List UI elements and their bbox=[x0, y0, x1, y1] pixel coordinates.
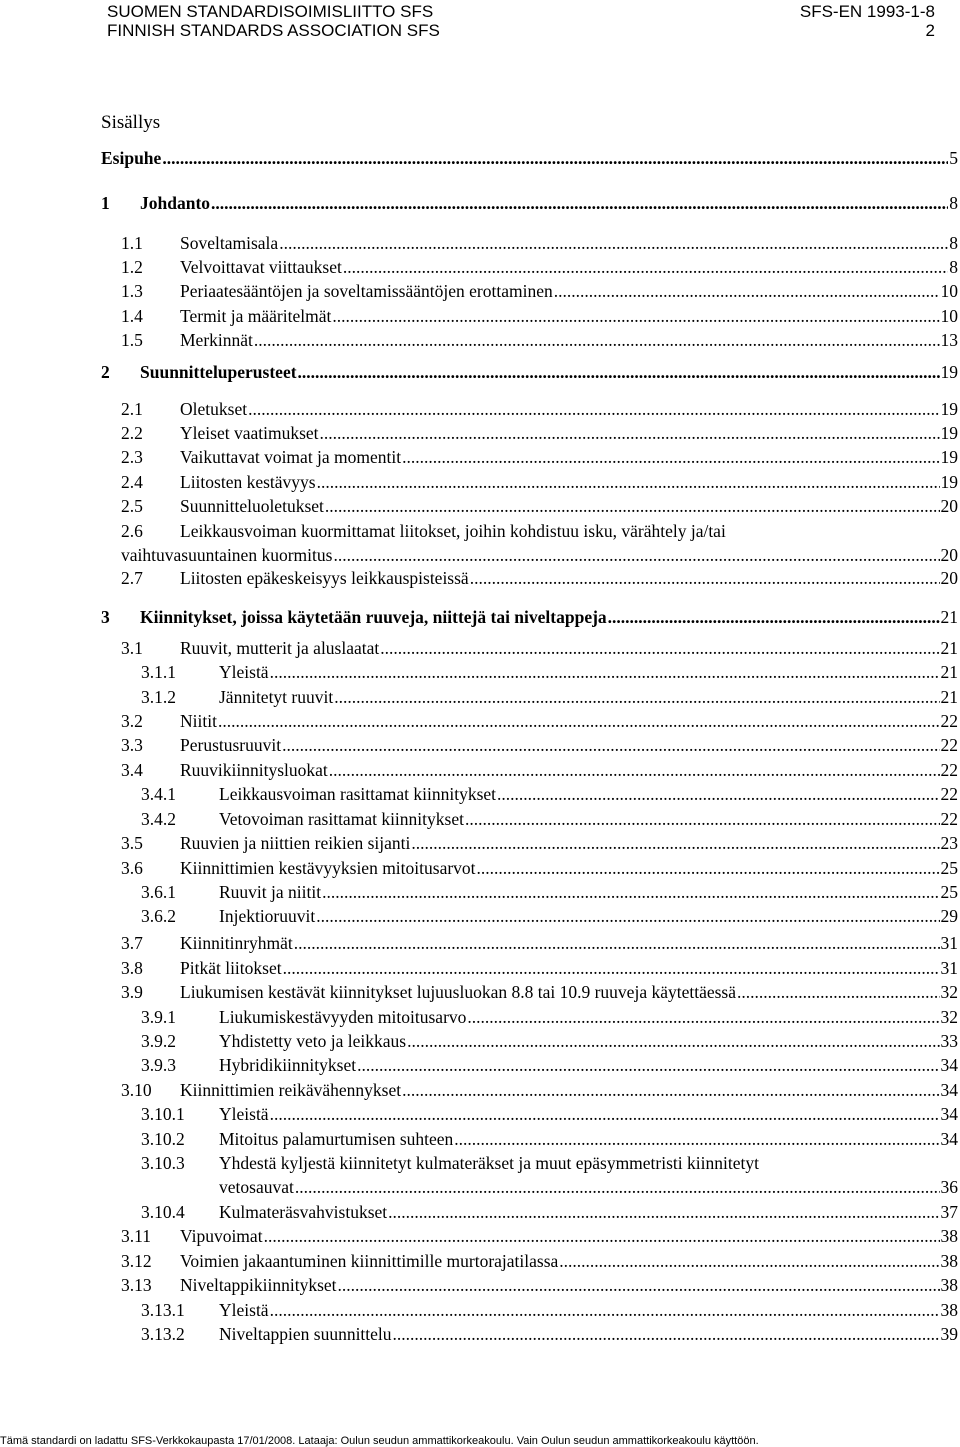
toc-dot-leader bbox=[554, 280, 940, 302]
toc-dot-leader bbox=[248, 398, 939, 420]
toc-entry-page: 21 bbox=[940, 607, 958, 627]
toc-entry-title: Yhdistetty veto ja leikkaus bbox=[219, 1031, 407, 1051]
toc-entry-number: 3.4.1 bbox=[141, 784, 176, 804]
toc-entry-title: Soveltamisala bbox=[180, 233, 279, 253]
toc-entry-title: Esipuhe bbox=[101, 148, 162, 168]
toc-entry-title: Suunnitteluoletukset bbox=[180, 496, 324, 516]
toc-entry[interactable] bbox=[0, 256, 960, 278]
toc-entry[interactable] bbox=[0, 147, 960, 169]
toc-entry-page: 34 bbox=[940, 1104, 958, 1124]
toc-entry[interactable] bbox=[0, 808, 960, 830]
toc-entry-number: 3.13.2 bbox=[141, 1324, 185, 1344]
toc-entry[interactable] bbox=[0, 710, 960, 732]
toc-entry-page: 8 bbox=[949, 193, 958, 213]
toc-entry[interactable] bbox=[0, 1006, 960, 1028]
toc-entry-number: 2.6 bbox=[121, 521, 143, 541]
toc-entry-number: 1.4 bbox=[121, 306, 143, 326]
toc-entry-page: 25 bbox=[940, 882, 958, 902]
toc-entry-number: 3.4.2 bbox=[141, 809, 176, 829]
toc-entry[interactable] bbox=[0, 957, 960, 979]
toc-dot-leader bbox=[465, 808, 940, 830]
toc-dot-leader bbox=[294, 932, 940, 954]
toc-dot-leader bbox=[380, 637, 939, 659]
toc-dot-leader bbox=[322, 881, 939, 903]
toc-dot-leader bbox=[283, 957, 940, 979]
toc-entry-page: 32 bbox=[940, 982, 958, 1002]
toc-entry-title: Leikkausvoiman rasittamat kiinnitykset bbox=[219, 784, 497, 804]
toc-entry[interactable] bbox=[0, 1225, 960, 1247]
toc-entry[interactable] bbox=[0, 637, 960, 659]
toc-entry-title: Yleistä bbox=[219, 1300, 269, 1320]
toc-entry-number: 2.5 bbox=[121, 496, 143, 516]
toc-entry-page: 21 bbox=[940, 662, 958, 682]
toc-entry-page: 8 bbox=[949, 233, 958, 253]
toc-entry-page: 37 bbox=[940, 1202, 958, 1222]
toc-entry-title: Merkinnät bbox=[180, 330, 253, 350]
toc-entry-title: Ruuvien ja niittien reikien sijanti bbox=[180, 833, 411, 853]
toc-entry-page: 22 bbox=[940, 735, 958, 755]
toc-entry[interactable] bbox=[0, 1054, 960, 1076]
toc-entry-page: 34 bbox=[940, 1080, 958, 1100]
header-doc-id: SFS-EN 1993-1-8 bbox=[799, 2, 935, 21]
toc-dot-leader bbox=[218, 710, 940, 732]
toc-entry-number: 3.10 bbox=[121, 1080, 152, 1100]
toc-entry[interactable] bbox=[0, 1201, 960, 1223]
toc-entry-page: 22 bbox=[940, 711, 958, 731]
toc-entry-page: 38 bbox=[940, 1251, 958, 1271]
header-org-fi: SUOMEN STANDARDISOIMISLIITTO SFS bbox=[107, 2, 434, 21]
toc-entry-page: 10 bbox=[940, 281, 958, 301]
toc-dot-leader bbox=[320, 422, 940, 444]
toc-dot-leader bbox=[295, 1176, 940, 1198]
toc-dot-leader bbox=[454, 1128, 939, 1150]
toc-entry[interactable] bbox=[0, 606, 960, 628]
toc-dot-leader bbox=[254, 329, 940, 351]
toc-dot-leader bbox=[279, 232, 948, 254]
toc-dot-leader bbox=[282, 734, 939, 756]
toc-entry-title: Perustusruuvit bbox=[180, 735, 282, 755]
toc-entry-page: 38 bbox=[940, 1226, 958, 1246]
toc-entry[interactable] bbox=[0, 759, 960, 781]
toc-entry-title: Periaatesääntöjen ja soveltamissääntöjen erottaminen bbox=[180, 281, 553, 301]
toc-dot-leader bbox=[211, 192, 948, 214]
header-org-en: FINNISH STANDARDS ASSOCIATION SFS bbox=[107, 21, 440, 40]
toc-entry-title: Vipuvoimat bbox=[180, 1226, 263, 1246]
toc-entry[interactable] bbox=[0, 446, 960, 468]
toc-entry-title: Ruuvikiinnitysluokat bbox=[180, 760, 328, 780]
toc-entry-title: Hybridikiinnitykset bbox=[219, 1055, 357, 1075]
toc-entry-number: 2.1 bbox=[121, 399, 143, 419]
toc-dot-leader bbox=[411, 832, 939, 854]
toc-dot-leader bbox=[559, 1250, 939, 1272]
toc-entry-page: 22 bbox=[940, 784, 958, 804]
toc-entry-number: 3.10.2 bbox=[141, 1129, 185, 1149]
toc-entry-page: 22 bbox=[940, 760, 958, 780]
toc-entry-number: 3.1.2 bbox=[141, 687, 176, 707]
toc-entry-page: 21 bbox=[940, 638, 958, 658]
toc-entry-number: 3.5 bbox=[121, 833, 143, 853]
toc-entry-page: 5 bbox=[949, 148, 958, 168]
toc-entry-title: Kiinnitykset, joissa käytetään ruuveja, niittejä tai niveltappeja bbox=[140, 607, 607, 627]
toc-entry-number: 1.5 bbox=[121, 330, 143, 350]
toc-entry-number: 3.9.3 bbox=[141, 1055, 176, 1075]
toc-entry-page: 38 bbox=[940, 1275, 958, 1295]
toc-entry[interactable] bbox=[0, 1152, 960, 1196]
toc-entry[interactable] bbox=[0, 567, 960, 589]
toc-entry-number: 3.4 bbox=[121, 760, 143, 780]
toc-entry[interactable] bbox=[0, 471, 960, 493]
toc-entry-page: 19 bbox=[940, 399, 958, 419]
toc-entry-page: 20 bbox=[940, 545, 958, 565]
toc-entry-page: 8 bbox=[949, 257, 958, 277]
toc-entry[interactable] bbox=[0, 361, 960, 383]
toc-entry-number: 2.4 bbox=[121, 472, 143, 492]
toc-dot-leader bbox=[402, 446, 939, 468]
toc-entry-number: 2.7 bbox=[121, 568, 143, 588]
toc-entry-title: vaihtuvasuuntainen kuormitus bbox=[121, 545, 333, 565]
toc-entry-title: Termit ja määritelmät bbox=[180, 306, 332, 326]
toc-entry-page: 32 bbox=[940, 1007, 958, 1027]
toc-entry-number: 3.10.4 bbox=[141, 1202, 185, 1222]
toc-entry[interactable] bbox=[0, 661, 960, 683]
toc-entry[interactable] bbox=[0, 422, 960, 444]
toc-entry-number: 3.8 bbox=[121, 958, 143, 978]
toc-entry-title: Suunnitteluperusteet bbox=[140, 362, 297, 382]
toc-dot-leader bbox=[357, 1054, 939, 1076]
toc-entry-page: 20 bbox=[940, 568, 958, 588]
toc-entry-page: 20 bbox=[940, 496, 958, 516]
toc-entry[interactable] bbox=[0, 1323, 960, 1345]
toc-dot-leader bbox=[333, 544, 939, 566]
toc-entry-number: 3.6 bbox=[121, 858, 143, 878]
toc-dot-leader bbox=[402, 1079, 939, 1101]
toc-dot-leader bbox=[270, 1299, 940, 1321]
toc-entry-title: Oletukset bbox=[180, 399, 248, 419]
toc-entry-number: 3.7 bbox=[121, 933, 143, 953]
toc-dot-leader bbox=[470, 567, 940, 589]
toc-entry-number: 3.1 bbox=[121, 638, 143, 658]
toc-entry-number: 3.9 bbox=[121, 982, 143, 1002]
toc-entry-title: Liukumiskestävyyden mitoitusarvo bbox=[219, 1007, 467, 1027]
toc-entry[interactable] bbox=[0, 1250, 960, 1272]
toc-entry-title: Velvoittavat viittaukset bbox=[180, 257, 342, 277]
toc-entry-title: Mitoitus palamurtumisen suhteen bbox=[219, 1129, 454, 1149]
download-footer: Tämä standardi on ladattu SFS-Verkkokaupasta 17/01/2008. Lataaja: Oulun seudun ammattikorkeakoulu. Vain Oulun seudun ammattikorkeakoulu käyttöön. bbox=[0, 1435, 759, 1447]
toc-entry-page: 19 bbox=[940, 472, 958, 492]
toc-title: Sisällys bbox=[101, 112, 161, 133]
toc-dot-leader bbox=[388, 1201, 939, 1223]
toc-dot-leader bbox=[270, 661, 940, 683]
toc-entry[interactable] bbox=[0, 857, 960, 879]
toc-entry-title: Pitkät liitokset bbox=[180, 958, 282, 978]
toc-entry-title: Yhdestä kyljestä kiinnitetyt kulmateräkset ja muut epäsymmetristi kiinnitetyt bbox=[219, 1153, 759, 1173]
toc-entry[interactable] bbox=[0, 734, 960, 756]
toc-entry-page: 31 bbox=[940, 933, 958, 953]
toc-entry-number: 1.3 bbox=[121, 281, 143, 301]
toc-entry-page: 29 bbox=[940, 906, 958, 926]
toc-entry[interactable] bbox=[0, 1103, 960, 1125]
toc-entry-title: Niitit bbox=[180, 711, 217, 731]
toc-entry-title: Liitosten kestävyys bbox=[180, 472, 316, 492]
toc-dot-leader bbox=[317, 471, 940, 493]
toc-entry-page: 10 bbox=[940, 306, 958, 326]
toc-entry[interactable] bbox=[0, 1030, 960, 1052]
toc-entry-page: 19 bbox=[940, 447, 958, 467]
toc-entry-number: 3.2 bbox=[121, 711, 143, 731]
toc-entry-number: 2 bbox=[101, 362, 110, 382]
toc-entry-number: 3 bbox=[101, 607, 110, 627]
toc-entry-number: 3.10.1 bbox=[141, 1104, 185, 1124]
toc-entry[interactable] bbox=[0, 686, 960, 708]
toc-entry-number: 3.9.2 bbox=[141, 1031, 176, 1051]
toc-entry-number: 3.13.1 bbox=[141, 1300, 185, 1320]
toc-entry[interactable] bbox=[0, 932, 960, 954]
toc-entry-page: 39 bbox=[940, 1324, 958, 1344]
toc-entry[interactable] bbox=[0, 1274, 960, 1296]
toc-entry[interactable] bbox=[0, 329, 960, 351]
toc-entry-title: Yleistä bbox=[219, 1104, 269, 1124]
toc-entry-number: 1.1 bbox=[121, 233, 143, 253]
toc-entry-title: Yleistä bbox=[219, 662, 269, 682]
toc-entry-title: Ruuvit ja niitit bbox=[219, 882, 322, 902]
toc-entry-page: 33 bbox=[940, 1031, 958, 1051]
toc-entry[interactable] bbox=[0, 1128, 960, 1150]
toc-entry-title: Kulmateräsvahvistukset bbox=[219, 1202, 388, 1222]
toc-entry-page: 23 bbox=[940, 833, 958, 853]
toc-entry-title: Vetovoiman rasittamat kiinnitykset bbox=[219, 809, 464, 829]
toc-entry-title: Leikkausvoiman kuormittamat liitokset, joihin kohdistuu isku, värähtely ja/tai bbox=[180, 521, 726, 541]
toc-entry[interactable] bbox=[0, 305, 960, 327]
toc-dot-leader bbox=[270, 1103, 940, 1125]
toc-entry-number: 3.1.1 bbox=[141, 662, 176, 682]
toc-dot-leader bbox=[325, 495, 940, 517]
toc-entry-title: Johdanto bbox=[140, 193, 211, 213]
toc-entry[interactable] bbox=[0, 1299, 960, 1321]
toc-entry-number: 3.11 bbox=[121, 1226, 151, 1246]
toc-entry[interactable] bbox=[0, 1079, 960, 1101]
toc-dot-leader bbox=[407, 1030, 939, 1052]
toc-entry-page: 19 bbox=[940, 362, 958, 382]
toc-entry-number: 2.2 bbox=[121, 423, 143, 443]
toc-entry[interactable] bbox=[0, 232, 960, 254]
toc-entry-title: Kiinnitinryhmät bbox=[180, 933, 293, 953]
toc-dot-leader bbox=[393, 1323, 940, 1345]
toc-entry-title: Vaikuttavat voimat ja momentit bbox=[180, 447, 402, 467]
toc-entry[interactable] bbox=[0, 832, 960, 854]
toc-entry-title: Liukumisen kestävät kiinnitykset lujuusluokan 8.8 tai 10.9 ruuveja käytettäessä bbox=[180, 982, 737, 1002]
toc-entry-page: 22 bbox=[940, 809, 958, 829]
header-page-number: 2 bbox=[925, 21, 935, 40]
toc-entry-number: 3.12 bbox=[121, 1251, 152, 1271]
toc-entry-page: 21 bbox=[940, 687, 958, 707]
toc-entry-page: 34 bbox=[940, 1129, 958, 1149]
toc-entry[interactable] bbox=[0, 495, 960, 517]
toc-dot-leader bbox=[338, 1274, 940, 1296]
toc-entry-page: 34 bbox=[940, 1055, 958, 1075]
toc-entry-number: 3.13 bbox=[121, 1275, 152, 1295]
toc-entry[interactable] bbox=[0, 192, 960, 214]
toc-entry-number: 3.3 bbox=[121, 735, 143, 755]
toc-entry[interactable] bbox=[0, 280, 960, 302]
toc-entry[interactable] bbox=[0, 881, 960, 903]
toc-dot-leader bbox=[343, 256, 948, 278]
toc-entry-title: Voimien jakaantuminen kiinnittimille murtorajatilassa bbox=[180, 1251, 559, 1271]
toc-dot-leader bbox=[497, 783, 939, 805]
toc-entry-title: Kiinnittimien reikävähennykset bbox=[180, 1080, 402, 1100]
toc-dot-leader bbox=[264, 1225, 940, 1247]
toc-entry-title: vetosauvat bbox=[219, 1177, 294, 1197]
toc-dot-leader bbox=[316, 905, 939, 927]
toc-entry-title: Kiinnittimien kestävyyksien mitoitusarvot bbox=[180, 858, 476, 878]
toc-entry-number: 3.10.3 bbox=[141, 1153, 185, 1173]
toc-dot-leader bbox=[737, 981, 939, 1003]
toc-entry-page: 25 bbox=[940, 858, 958, 878]
toc-entry-title: Liitosten epäkeskeisyys leikkauspisteissä bbox=[180, 568, 469, 588]
toc-entry-number: 3.6.1 bbox=[141, 882, 176, 902]
toc-dot-leader bbox=[477, 857, 940, 879]
toc-entry-page: 38 bbox=[940, 1300, 958, 1320]
toc-entry-number: 3.6.2 bbox=[141, 906, 176, 926]
toc-dot-leader bbox=[608, 606, 940, 628]
toc-entry-page: 31 bbox=[940, 958, 958, 978]
toc-entry-number: 1 bbox=[101, 193, 110, 213]
toc-entry-title: Jännitetyt ruuvit bbox=[219, 687, 334, 707]
toc-dot-leader bbox=[332, 305, 939, 327]
toc-entry-page: 36 bbox=[940, 1177, 958, 1197]
toc-entry-title: Injektioruuvit bbox=[219, 906, 316, 926]
toc-entry-number: 2.3 bbox=[121, 447, 143, 467]
toc-entry-number: 1.2 bbox=[121, 257, 143, 277]
toc-entry-title: Ruuvit, mutterit ja aluslaatat bbox=[180, 638, 380, 658]
toc-entry[interactable] bbox=[0, 398, 960, 420]
toc-dot-leader bbox=[329, 759, 940, 781]
toc-entry[interactable] bbox=[0, 905, 960, 927]
toc-entry-page: 19 bbox=[940, 423, 958, 443]
toc-dot-leader bbox=[162, 147, 948, 169]
toc-entry-number: 3.9.1 bbox=[141, 1007, 176, 1027]
toc-dot-leader bbox=[298, 361, 940, 383]
toc-dot-leader bbox=[467, 1006, 939, 1028]
toc-entry[interactable] bbox=[0, 520, 960, 564]
toc-entry-title: Yleiset vaatimukset bbox=[180, 423, 319, 443]
toc-entry-page: 13 bbox=[940, 330, 958, 350]
toc-entry-title: Niveltappien suunnittelu bbox=[219, 1324, 392, 1344]
toc-entry[interactable] bbox=[0, 783, 960, 805]
toc-entry-title: Niveltappikiinnitykset bbox=[180, 1275, 337, 1295]
toc-entry[interactable] bbox=[0, 981, 960, 1003]
toc-dot-leader bbox=[334, 686, 939, 708]
